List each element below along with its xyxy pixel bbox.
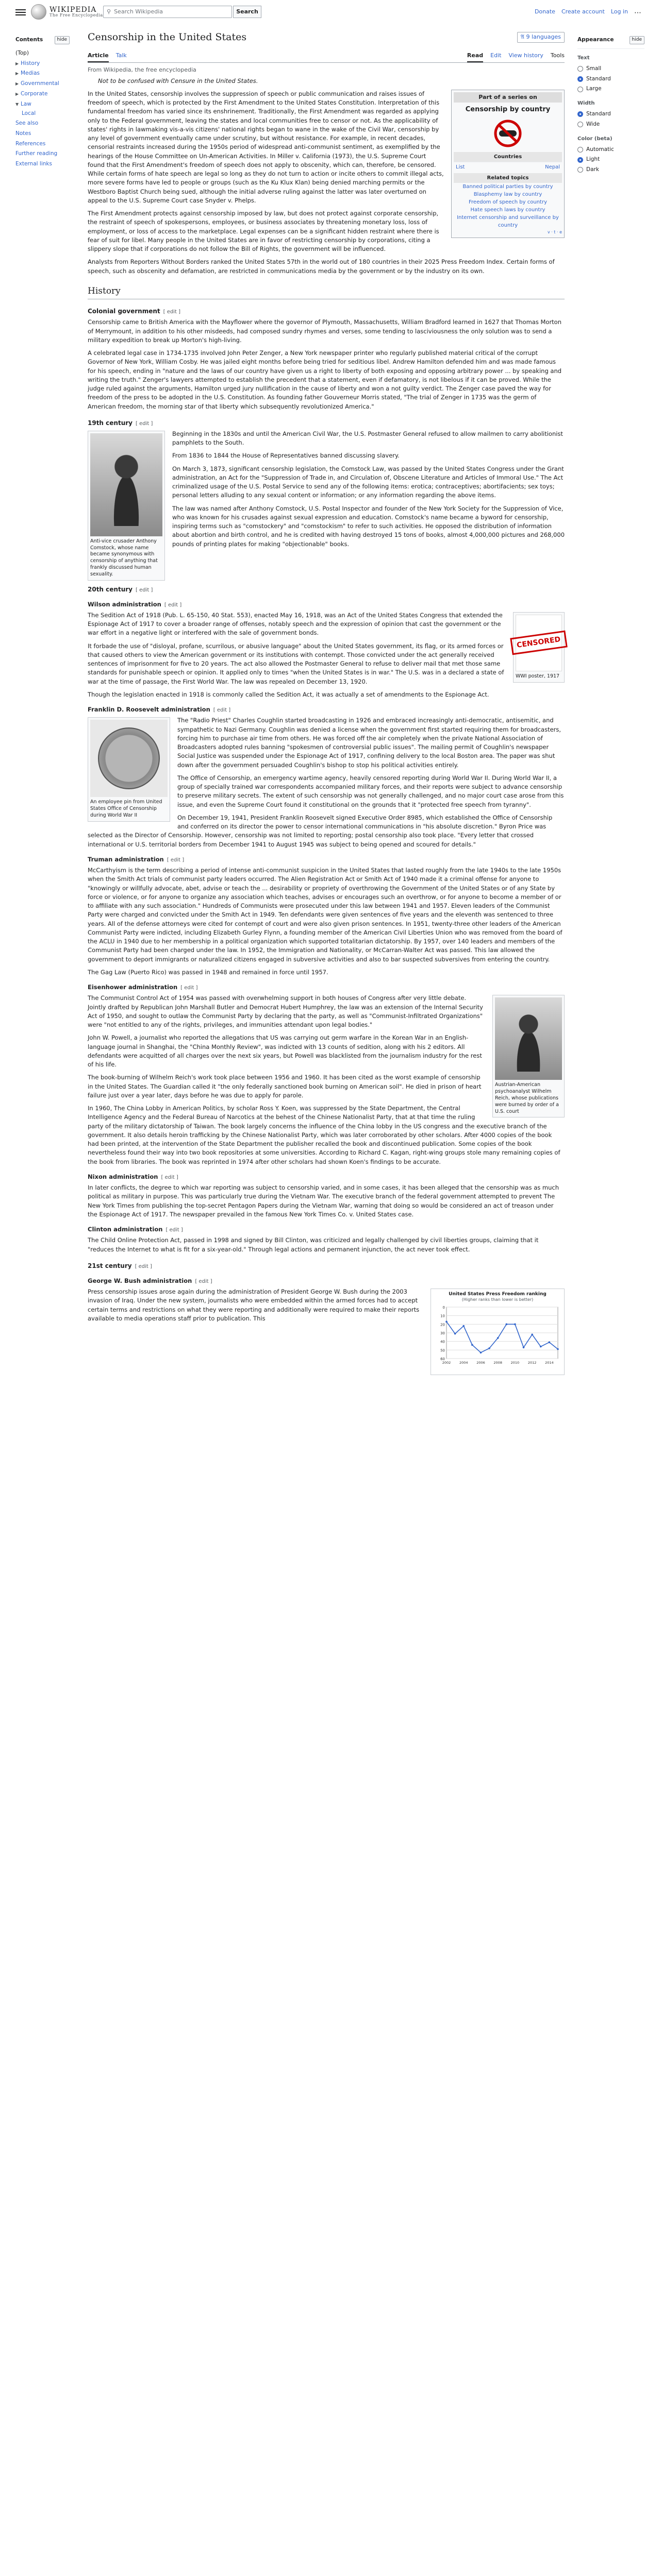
chart-x-tick-label: 2008 [493,1361,502,1365]
chevron-right-icon[interactable]: ▶ [15,61,19,66]
censorship-pin-image[interactable] [90,720,168,797]
paragraph: In 1960, The China Lobby in American Politics, by scholar Ross Y. Koen, was suppressed by the State Department, the Central Intelligence Agency and the Federal Bureau of Narcotics at the behest of the Chinese Nationalist Party, that at that time the ruling party of the military dictatorship of Taiwan. The book largely concerns the influence of the China lobby in the US congress and the executive branch of the government. It also details heroin trafficking by the Chinese Nationalist Party, which was later corroborated by other scholars. After 4000 copies of the book had been printed, at the intervention of the State Department the publisher recalled the book and discontinued publication. Some copies of the book nevertheless found their way into two book repositories at some universities. According to Richard C. Kagan, right-wing groups stole many remaining copies of the book from libraries. The book was reprinted in 1974 after other scholars had shown Koen's findings to be accurate. [88,1105,560,1165]
chart-data-point [514,1324,516,1326]
edit-section-link[interactable]: [ edit ] [180,985,198,991]
toc-item-see-also[interactable]: See also [15,120,39,126]
edit-section-link[interactable]: [ edit ] [163,309,180,315]
more-options-icon[interactable]: ⋯ [634,9,641,17]
section-19th-century: 19th century [ edit ] [88,419,153,427]
section-bush: George W. Bush administration [ edit ] [88,1277,212,1284]
search-icon: ⚲ [107,8,111,15]
paragraph: Press censorship issues arose again during the administration of President George W. Bush during the 2003 invasion of Iraq. Under the new system, journalists who were embedded within the armed forces had to accept certain terms and restrictions on what they were reporting and additionally were required to make their reports available to media operations staff prior to publication. This [88,1288,420,1322]
width-standard-option[interactable]: Standard [577,109,644,120]
figure-caption: Anti-vice crusader Anthony Comstock, whose name became synonymous with censorship of anything that frankly discussed human sexuality. [90,538,158,577]
appearance-title: Appearance [577,37,614,43]
toc-item-corporate[interactable]: ▶ Corporate [15,90,48,97]
edit-section-link[interactable]: [ edit ] [135,1263,152,1269]
radio-selected-icon[interactable] [577,157,583,163]
toc-title: Contents [15,37,43,43]
radio-icon[interactable] [577,147,583,152]
reich-portrait[interactable] [495,997,562,1080]
appearance-hide-button[interactable]: hide [630,36,644,44]
chevron-right-icon[interactable]: ▶ [15,81,19,86]
table-of-contents [15,36,70,170]
toc-item-references[interactable]: References [15,140,46,147]
sidebox-item[interactable]: Banned political parties by country [462,183,553,190]
section-eisenhower: Eisenhower administration [ edit ] [88,984,198,991]
edit-section-link[interactable]: [ edit ] [164,602,182,608]
sidebox-title: Censorship by country [465,106,551,114]
sidebox-item[interactable]: Hate speech laws by country [470,207,545,213]
from-wikipedia: From Wikipedia, the free encyclopedia [88,66,196,73]
toc-item-external-links[interactable]: External links [15,161,52,167]
chart-data-point [462,1325,465,1327]
paragraph: It forbade the use of "disloyal, profane, scurrilous, or abusive language" about the United States government, its flag, or its armed forces or that caused others to view the American government or its institutions with contempt. Those convicted under the act generally received sentences of imprisonment for five to 20 years. The act also allowed the Postmaster General to refuse to deliver mail that met those same standards for punishable speech or opinion. It applied only to times "when the United States is in war." The U.S. was in a declared a state of war at the time of passage, the First World War. The law was repealed on December 13, 1920. [88,642,504,685]
radio-icon[interactable] [577,87,583,92]
section-colonial: Colonial government [ edit ] [88,308,180,315]
hatnote: Not to be confused with Censure in the United States. [98,77,258,84]
tagline: The Free Encyclopedia [49,13,103,18]
edit-section-link[interactable]: [ edit ] [135,587,153,593]
appearance-panel [577,36,644,175]
lead-paragraph: In the United States, censorship involves the suppression of speech or public communication and raises issues of freedom of speech, which is protected by the First Amendment to the United States Constitution. Interpretation of this fundamental freedom has varied since its enshrinement. Traditionally, the First Amendment was regarded as applying only to the Federal government, leaving the states and local communities free to censor or not. As the applicability of states' rights in lawmaking vis-a-vis citizens' national rights began to wane in the wake of the Civil War, censorship by any level of government eventually came under scrutiny, but without resistance. For example, in recent decades, censorial restraints increased during the 1950s period of widespread anti-communist sentiment, as exemplified by the hearings of the House Committee on Un-American Activities. In Miller v. California (1973), the U.S. Supreme Court found that the First Amendment's freedom of speech does not apply to obscenity, which can, therefore, be censored. While certain forms of hate speech are legal so long as they do not turn to action or incite others to commit illegal acts, more severe forms have led to people or groups (such as the Ku Klux Klan) being denied marching permits or the Westboro Baptist Church being sued, although the initial adverse ruling against the latter was later overturned on appeal to the U.S. Supreme Court case Snyder v. Phelps. [88,90,444,204]
chart-y-tick-label: 50 [440,1348,445,1353]
sidebox-row-countries[interactable]: Countries [454,152,562,162]
chevron-down-icon[interactable]: ▼ [15,101,19,107]
section-truman: Truman administration [ edit ] [88,855,185,863]
chart-x-tick-label: 2010 [510,1361,520,1365]
page-title: Censorship in the United States [88,31,247,43]
tab-talk[interactable]: Talk [115,52,127,59]
chart-data-point [471,1344,473,1346]
toc-item-notes[interactable]: Notes [15,130,31,137]
radio-icon[interactable] [577,66,583,72]
edit-section-link[interactable]: [ edit ] [135,420,153,427]
chart-x-tick-label: 2004 [459,1361,468,1365]
lead-paragraph: Analysts from Reporters Without Borders ranked the United States 57th in the world out of 180 countries in their 2025 Press Freedom Index. Certain forms of speech, such as obscenity and defamation, are restricted in communications media by the government or by the industry on its own. [88,258,555,275]
paragraph: Beginning in the 1830s and until the American Civil War, the U.S. Postmaster General refused to allow mailmen to carry abolitionist pamphlets to the South. [172,430,563,446]
section-clinton: Clinton administration [ edit ] [88,1226,183,1233]
chart-data-point [480,1352,482,1354]
tab-article[interactable]: Article [88,50,109,63]
edit-section-link[interactable]: [ edit ] [166,1227,183,1233]
toc-item-governmental[interactable]: ▶ Governmental [15,80,59,87]
figure-caption: An employee pin from United States Office of Censorship during World War II [90,799,162,818]
user-links [535,8,641,19]
toc-item-law[interactable]: ▼ Law [15,100,31,107]
chart-y-tick-label: 20 [440,1323,445,1327]
text-small-option[interactable]: Small [577,64,644,74]
chart-data-point [531,1334,533,1336]
search-button[interactable]: Search [233,6,261,18]
censored-poster-figure [513,612,565,683]
chart-subtitle: (Higher ranks than lower is better) [461,1297,534,1302]
paragraph: The Child Online Protection Act, passed in 1998 and signed by Bill Clinton, was criticized and legally challenged by civil liberties groups, claiming that it "reduces the Internet to what is fit for a six-year-old." Through legal actions and permanent injunction, the act never took effect. [88,1236,539,1253]
tab-view-history[interactable]: View history [508,52,543,59]
censorship-symbol-icon [454,118,562,149]
search-input[interactable]: ⚲ Search Wikipedia [103,6,232,18]
wikipedia-logo[interactable] [31,4,103,20]
press-freedom-chart-figure [431,1289,565,1375]
tab-read[interactable]: Read [467,50,483,63]
paragraph: A celebrated legal case in 1734-1735 involved John Peter Zenger, a New York newspaper printer who regularly published material critical of the corrupt Governor of New York, William Cosby. He was jailed eight months before being tried for seditious libel. Andrew Hamilton defended him and was made famous for his speech, ending in "nature and the laws of our country have given us a right to liberty of both exposing and opposing arbitrary power ... by speaking and writing the truth." Zenger's lawyers attempted to establish the precedent that a statement, even if defamatory, is not libelous if it can be proved. While the judge ruled against the arguments, Hamilton urged jury nullification in the cause of liberty and won a not guilty verdict. The Zenger case paved the way for freedom of the press to be adopted in the U.S. Constitution. As founding father Gouverneur Morris stated, "The trial of Zenger in 1735 was the germ of American freedom, the morning star of that liberty which subsequently revolutionized America." [88,349,562,410]
toc-hide-button[interactable]: hide [55,36,70,44]
sidebox-row-related[interactable]: Related topics [454,173,562,183]
edit-section-link[interactable]: [ edit ] [167,857,185,863]
paragraph: Though the legislation enacted in 1918 is commonly called the Sedition Act, it was actually a set of amendments to the Espionage Act. [88,690,489,698]
censored-stamp: CENSORED [510,631,567,655]
paragraph: John W. Powell, a journalist who reported the allegations that US was carrying out germ warfare in the Korean War in an English-language journal in Shanghai, the "China Monthly Review", was indicted with 13 counts of sedition, along with his 2 editors. All defendants were acquitted of all charges over the next six years, but Powell was blacklisted from the journalism industry for the rest of his life. [88,1034,482,1069]
radio-selected-icon[interactable] [577,76,583,82]
figure-caption: Austrian-American psychoanalyst Wilhelm Reich, whose publications were burned by order of a U.S. court [495,1082,559,1114]
chart-data-point [523,1347,525,1349]
toc-item-medias[interactable]: ▶ Medias [15,70,40,77]
censorship-series-sidebox [451,90,565,238]
color-light-option[interactable]: Light [577,155,644,165]
section-21st-century: 21st century [ edit ] [88,1262,152,1269]
text-size-label: Text [577,55,590,61]
width-wide-option[interactable]: Wide [577,120,644,130]
paragraph: The Gag Law (Puerto Rico) was passed in 1948 and remained in force until 1957. [88,968,328,976]
create-account-link[interactable]: Create account [561,8,605,15]
reich-figure [492,995,565,1117]
donate-link[interactable]: Donate [534,8,555,15]
toc-item-top[interactable]: (Top) [15,49,29,56]
article-main [88,30,565,1379]
sidebox-item[interactable]: Blasphemy law by country [473,191,542,197]
sidebox-item[interactable]: Freedom of speech by country [469,199,547,205]
press-freedom-chart[interactable] [433,1303,562,1370]
chart-title: United States Press Freedom ranking [449,1292,547,1297]
color-automatic-option[interactable]: Automatic [577,145,644,155]
toc-item-history[interactable]: ▶ History [15,60,40,66]
chart-x-tick-label: 2002 [442,1361,451,1365]
toc-item-local[interactable]: Local [22,110,36,117]
chart-y-tick-label: 10 [440,1314,445,1318]
paragraph: On December 19, 1941, President Franklin Roosevelt signed Executive Order 8985, which established the Office of Censorship and conferred on its director the power to censor international communications in "his absolute discretion." Byron Price was selected as the Director of Censorship. However, censorship was not limited to reporting; postal censorship also took place. "Every letter that crossed international or U.S. territorial borders from December 1941 to August 1945 was subject to being opened and scoured for details." [88,814,553,848]
chart-data-point [454,1333,456,1335]
chart-data-point [497,1337,499,1339]
chart-data-point [506,1324,508,1326]
chart-y-tick-label: 30 [440,1331,445,1336]
radio-icon[interactable] [577,167,583,173]
width-label: Width [577,100,595,106]
chart-x-tick-label: 2012 [527,1361,537,1365]
chart-y-tick-label: 60 [440,1357,445,1362]
comstock-portrait[interactable] [90,433,162,536]
paragraph: The Office of Censorship, an emergency wartime agency, heavily censored reporting during World War II. During World War II, a group of specially trained war correspondents accompanied military forces, and their reports were subject to advance censorship to preserve military secrets. The extent of such censorship was not generally challenged, and no major court case arose from this issue, and even the Supreme Court found it constitutional on the grounds that it "protected free speech from tyranny". [177,774,564,808]
chart-x-tick-label: 2006 [476,1361,485,1365]
chart-data-point [540,1346,542,1348]
language-button[interactable]: 𝔄 9 languages [517,32,565,43]
page-header [0,0,662,26]
paragraph: On March 3, 1873, significant censorship legislation, the Comstock Law, was passed by the United States Congress under the Grant administration, an Act for the "Suppression of Trade in, and Circulation of, Obscene Literature and Articles of Immoral Use." The Act criminalized usage of the U.S. Postal Service to send any of the following items: erotica; contraceptives; abortifacients; sex toys; personal letters alluding to any sexual content or information; or any information regarding the above items. [172,465,564,499]
color-label: Color (beta) [577,135,613,142]
paragraph: The Communist Control Act of 1954 was passed with overwhelming support in both houses of Congress after very little debate. Jointly drafted by Republican John Marshall Butler and Democrat Hubert Humphrey, the law was an extension of the Internal Security Act of 1950, and sought to outlaw the Communist Party by declaring that the party, as well as "Communist-Infiltrated Organizations" were "not entitled to any of the rights, privileges, and immunities attendant upon legal bodies." [88,994,483,1029]
section-nixon: Nixon administration [ edit ] [88,1173,178,1180]
tab-tools[interactable]: Tools [550,52,565,59]
office-censorship-pin-figure [88,717,170,821]
section-history: History [88,285,565,300]
globe-icon [31,4,46,20]
chart-data-point [488,1347,490,1349]
page-tabs [88,50,565,63]
chart-y-tick-label: 0 [442,1306,445,1310]
vte-links[interactable]: v · t · e [547,229,562,234]
chart-data-point [445,1321,448,1323]
login-link[interactable]: Log in [610,8,628,15]
figure-caption: WWI poster, 1917 [516,673,560,679]
chevron-right-icon[interactable]: ▶ [15,71,19,76]
translate-icon: 𝔄 [520,33,525,40]
paragraph: McCarthyism is the term describing a period of intense anti-communist suspicion in the United States that lasted roughly from the late 1940s to the late 1950s when the Smith Act trials of communist party leaders occurred. The Alien Registration Act or Smith Act of 1940 made it a criminal offense for anyone to "knowingly or willfully advocate, abet, advise or teach the ... desirability or propriety of overthrowing the Government of the United States or of any State by force or violence, or for anyone to organize any association which teaches, advises or encourages such an overthrow, or for anyone to become a member of or to affiliate with any such association." Hundreds of Communists were prosecuted under this law between 1941 and 1957. Eleven leaders of the Communist Party were charged and convicted under the Smith Act in 1949. Ten defendants were given sentences of five years and the eleventh was sentenced to three years. All of the defense attorneys were cited for contempt of court and were also given prison sentences. In 1951, twenty-three other leaders of the American Communist Party were indicted, including Elizabeth Gurley Flynn, a founding member of the American Civil Liberties Union who was removed from the board of the ACLU in 1940 due to her membership in a political organization which supported totalitarian dictatorship. By 1957, over 140 leaders and members of the Communist Party had been charged under the law. In 1952, the Immigration and Nationality, or McCarran-Walter Act was passed. This law allowed the government to deport immigrants or naturalized citizens engaged in subversive activities and also to bar suspected subversives from entering the country. [88,867,562,963]
chart-data-point [549,1342,551,1344]
section-20th-century: 20th century [ edit ] [88,585,153,593]
chart-x-tick-label: 2014 [545,1361,554,1365]
paragraph: The "Radio Priest" Charles Coughlin started broadcasting in 1926 and embraced increasingly anti-democratic, antisemitic, and sympathetic to Nazi Germany. Coughlin was denied a license when the government first started requiring them for broadcasters, forcing him to purchase air time from others. He was forced off the air completely when the private National Association of Broadcasters adopted rules banning "spokesmen of controversial public issues". The mailing permit of Coughlin's newspaper Social Justice was suspended under the Espionage Act of 1917, confining delivery to the local Boston area. The paper was shut down after the government persuaded Coughlin's bishop to stop his political activities entirely. [177,717,561,769]
chart-y-tick-label: 40 [440,1340,445,1344]
section-fdr: Franklin D. Roosevelt administration [ edit ] [88,706,231,714]
text-standard-option[interactable]: Standard [577,74,644,84]
sidebox-item[interactable]: Internet censorship and surveillance by country [457,214,559,228]
color-dark-option[interactable]: Dark [577,165,644,175]
section-wilson: Wilson administration [ edit ] [88,600,182,608]
chevron-right-icon[interactable]: ▶ [15,91,19,96]
wordmark: WIKIPEDIA [49,6,97,14]
main-menu-button[interactable] [15,8,26,16]
tab-edit[interactable]: Edit [490,52,502,59]
paragraph: The law was named after Anthony Comstock, U.S. Postal Inspector and founder of the New York Society for the Suppression of Vice, who was known for his crusades against sexual expression and education. Comstock's name became a byword for censorship, inspiring terms such as "comstockery" and "comstockism" to refer to such activities. He opposed the distribution of information about abortion and birth control, and he is credited with having destroyed 15 tons of books, almost 4,000,000 pictures and 268,000 pounds of printing plates for making "objectionable" books. [172,504,565,548]
paragraph: Censorship came to British America with the Mayflower where the governor of Plymouth, Massachusetts, William Bradford learned in 1627 that Thomas Morton of Merrymount, in addition to his other misdeeds, had composed sundry rhymes and verses, some tending to lasciviousness the only solution was to send a military expedition to break up Morton's high-living. [88,318,562,344]
toc-item-further-reading[interactable]: Further reading [15,150,58,157]
edit-section-link[interactable]: [ edit ] [213,707,231,714]
no-speech-icon [490,119,526,148]
comstock-figure [88,431,165,581]
sidebox-row-list: List Nepal [454,162,562,172]
chart-data-point [557,1348,559,1350]
radio-selected-icon[interactable] [577,111,583,117]
paragraph: The Sedition Act of 1918 (Pub. L. 65-150, 40 Stat. 553), enacted May 16, 1918, was an Act of the United States Congress that extended the Espionage Act of 1917 to cover a broader range of offenses, notably speech and the expression of opinion that cast the government or the war effort in a negative light or interfered with the sale of government bonds. [88,611,503,637]
paragraph: In later conflicts, the degree to which war reporting was subject to censorship varied, and in some cases, it has been alleged that the censorship was as much political as military in purpose. This was particularly true during the Vietnam War. The executive branch of the federal government attempted to prevent The New York Times from publishing the top-secret Pentagon Papers during the Vietnam War, warning that doing so would be considered an act of treason under the Espionage Act of 1917. The newspaper prevailed in the famous New York Times Co. v. United States case. [88,1184,559,1218]
sidebox-header: Part of a series on [454,92,562,103]
radio-icon[interactable] [577,122,583,127]
edit-section-link[interactable]: [ edit ] [161,1174,178,1180]
censored-poster[interactable] [516,615,562,671]
paragraph: The book-burning of Wilhelm Reich's work took place between 1956 and 1960. It has been cited as the worst example of censorship in the United States. The Guardian called it "the only federally sanctioned book burning on American soil". He died in prison of heart failure just over a year later, days before he was due to apply for parole. [88,1074,482,1099]
lead-paragraph: The First Amendment protects against censorship imposed by law, but does not protect against corporate censorship, the restraint of speech of spokespersons, employees, or business associates by threatening monetary loss, loss of employment, or loss of access to the marketplace. Legal expenses can be a significant hidden restraint where there is fear of suit for libel. Many people in the United States are in favor of restricting censorship by corporations, citing a slippery slope that if corporations do not follow the Bill of Rights, the government will be influenced. [88,210,439,252]
edit-section-link[interactable]: [ edit ] [195,1278,212,1284]
paragraph: From 1836 to 1844 the House of Representatives banned discussing slavery. [172,452,400,460]
text-large-option[interactable]: Large [577,84,644,94]
